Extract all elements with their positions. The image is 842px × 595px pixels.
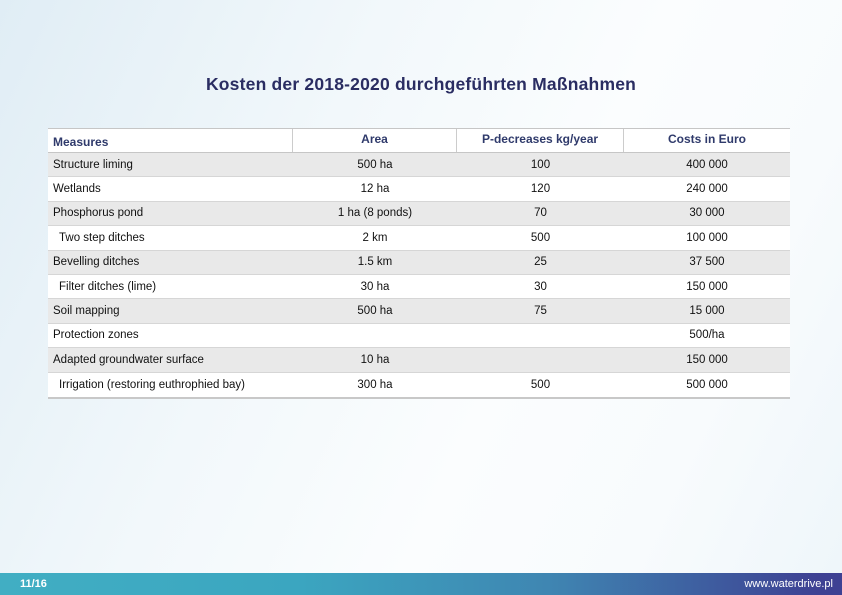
page-title: Kosten der 2018-2020 durchgeführten Maßnahmen [205,74,637,94]
table-row [48,177,790,201]
cell-p-decrease: 70 [534,207,547,220]
cell-p-decrease: 500 [530,378,551,391]
cell-cost: 30 000 [689,207,725,220]
measures-table [48,128,790,399]
cell-cost: 150 000 [686,280,728,293]
cell-measure: Phosphorus pond [53,207,144,220]
cell-area: 1 ha (8 ponds) [337,207,413,220]
cell-cost: 15 000 [689,305,725,318]
cell-area: 2 km [362,231,388,244]
cell-p-decrease: 30 [534,280,547,293]
table-row [48,275,790,299]
table-row [48,299,790,323]
cell-measure: Structure liming [53,158,133,171]
table-row [48,202,790,226]
cell-area: 30 ha [360,280,390,293]
cell-area: 300 ha [357,378,393,391]
footer-bar [0,573,842,595]
cell-measure: Two step ditches [59,231,145,244]
cell-area: 12 ha [360,183,390,196]
header-cell-costs: Costs in Euro [667,132,746,146]
page-number: 11/16 [20,578,47,590]
table-row [48,373,790,397]
cell-measure: Wetlands [53,183,101,196]
table-header-row [48,129,790,153]
table-row [48,226,790,250]
cell-area: 1.5 km [357,256,393,269]
cell-p-decrease: 500 [530,231,551,244]
website-link: www.waterdrive.pl [744,578,833,590]
cell-area: 500 ha [357,158,393,171]
table-row [48,153,790,177]
cell-measure: Bevelling ditches [53,256,140,269]
cell-cost: 240 000 [686,183,728,196]
cell-cost: 150 000 [686,353,728,366]
cell-cost: 100 000 [686,231,728,244]
cell-p-decrease: 120 [530,183,551,196]
cell-measure: Soil mapping [53,305,120,318]
cell-p-decrease: 75 [534,305,547,318]
table-row [48,251,790,275]
cell-p-decrease: 100 [530,158,551,171]
cell-measure: Filter ditches (lime) [59,280,157,293]
header-cell-measures: Measures [48,129,293,152]
cell-cost: 37 500 [689,256,725,269]
cell-measure: Protection zones [53,329,139,342]
cell-cost: 400 000 [686,158,728,171]
cell-measure: Irrigation (restoring euthrophied bay) [59,378,246,391]
cell-measure: Adapted groundwater surface [53,353,204,366]
cell-cost: 500 000 [686,378,728,391]
table-row [48,324,790,348]
cell-area: 500 ha [357,305,393,318]
table-body [48,153,790,397]
cell-p-decrease: 25 [534,256,547,269]
cell-cost: 500/ha [689,329,725,342]
cell-area: 10 ha [360,353,390,366]
table-row [48,348,790,372]
header-cell-p-decreases: P-decreases kg/year [457,129,624,152]
header-cell-area: Area [293,129,457,152]
